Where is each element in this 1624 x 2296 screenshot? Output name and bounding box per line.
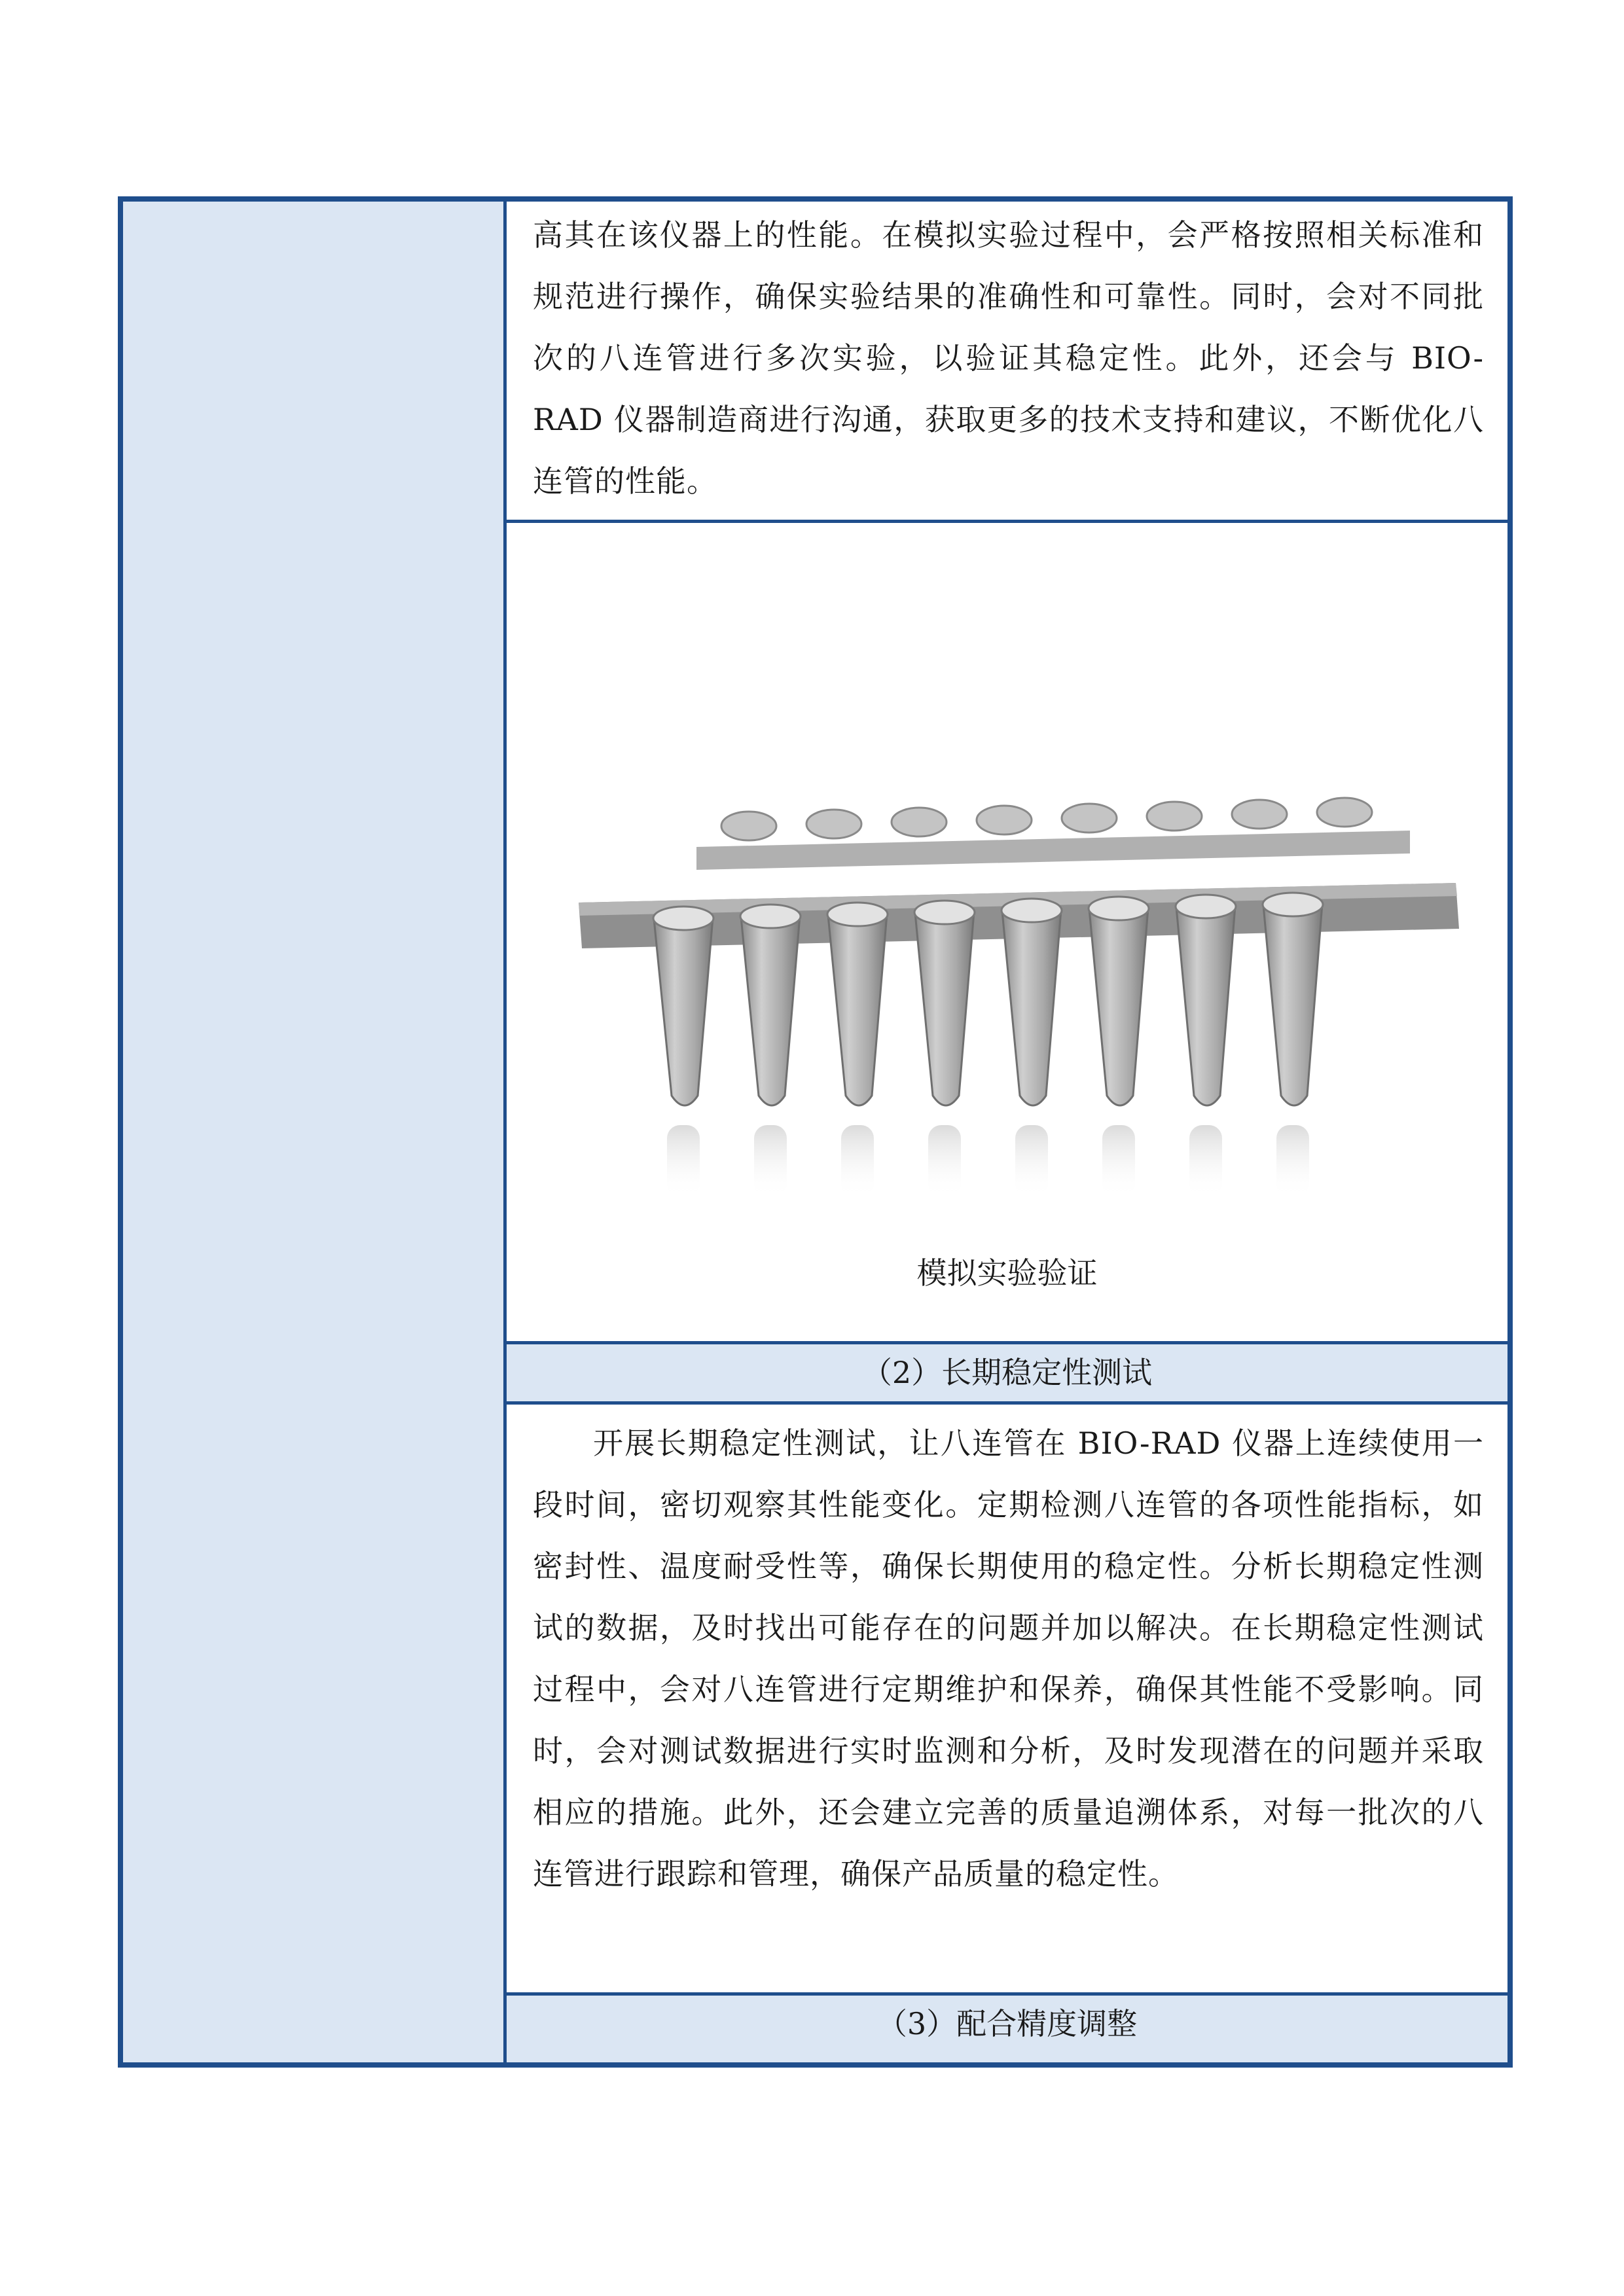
figure-cell — [507, 523, 1507, 1344]
section2-heading: （2）长期稳定性测试 — [507, 1344, 1507, 1405]
section3-heading: （3）配合精度调整 — [507, 1996, 1507, 2062]
paragraph-section1: 高其在该仪器上的性能。在模拟实验过程中，会严格按照相关标准和规范进行操作，确保实验结果的准确性和可靠性。同时，会对不同批次的八连管进行多次实验，以验证其稳定性。此外，还会与 BIO-RAD 仪器制造商进行沟通，获取更多的技术支持和建议，不断优化八连管的性能。 — [533, 217, 1484, 499]
figure-caption: 模拟实验验证 — [916, 1255, 1098, 1291]
text-cell-top — [507, 202, 1507, 523]
pcr-strip-tubes-image — [546, 562, 1475, 1217]
paragraph-section2: 开展长期稳定性测试，让八连管在 BIO-RAD 仪器上连续使用一段时间，密切观察其性能变化。定期检测八连管的各项性能指标，如密封性、温度耐受性等，确保长期使用的稳定性。分析长期稳定性测试的数据，及时找出可能存在的问题并加以解决。在长期稳定性测试过程中，会对八连管进行定期维护和保养，确保其性能不受影响。同时，会对测试数据进行实时监测和分析，及时发现潜在的问题并采取相应的措施。此外，还会建立完善的质量追溯体系，对每一批次的八连管进行跟踪和管理，确保产品质量的稳定性。 — [533, 1426, 1484, 1892]
text-cell-section2 — [507, 1405, 1507, 1996]
content-column — [507, 202, 1507, 2062]
content-table — [118, 196, 1513, 2068]
label-column — [123, 202, 507, 2062]
